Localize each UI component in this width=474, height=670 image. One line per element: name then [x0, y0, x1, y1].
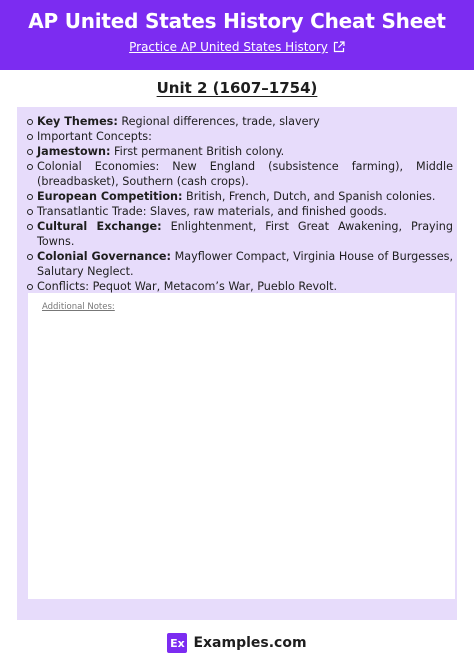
- item-text: Transatlantic Trade: Slaves, raw materials, and finished goods.: [37, 205, 387, 218]
- brand-name: Examples.com: [193, 635, 307, 651]
- content-panel: [17, 107, 457, 620]
- item-text: Regional differences, trade, slavery: [117, 115, 320, 128]
- footer: [0, 632, 474, 654]
- bullet-circle-icon: [27, 209, 33, 215]
- item-text: First permanent British colony.: [110, 145, 285, 158]
- unit-title: Unit 2 (1607–1754): [156, 79, 318, 97]
- bullet-circle-icon: [27, 284, 33, 290]
- bullet-circle-icon: [27, 164, 33, 170]
- page-title: AP United States History Cheat Sheet: [28, 9, 446, 33]
- bullet-circle-icon: [27, 254, 33, 260]
- list-item: [27, 159, 453, 189]
- item-text: Important Concepts:: [37, 130, 152, 143]
- item-label: Colonial Governance:: [37, 250, 171, 263]
- item-text: Mayflower Compact, Virginia House of Burgesses, Salutary Neglect.: [37, 250, 454, 278]
- header-banner: [0, 0, 474, 70]
- notes-area[interactable]: [28, 293, 455, 599]
- external-link-icon: [333, 41, 345, 53]
- bullet-circle-icon: [27, 194, 33, 200]
- examples-logo-icon: Ex: [167, 633, 187, 653]
- item-label: European Competition:: [37, 190, 183, 203]
- list-item: [27, 249, 453, 279]
- list-item: [27, 129, 453, 144]
- practice-link[interactable]: [0, 40, 474, 54]
- list-item: [27, 144, 453, 159]
- list-item: [27, 204, 453, 219]
- item-label: Key Themes:: [37, 115, 118, 128]
- item-text: Colonial Economies: New England (subsistence farming), Middle (breadbasket), Southern (cash crops).: [37, 160, 453, 188]
- list-item: [27, 219, 453, 249]
- list-item: [27, 279, 453, 294]
- item-label: Cultural Exchange:: [37, 220, 162, 233]
- list-item: [27, 114, 453, 129]
- bullet-circle-icon: [27, 134, 33, 140]
- item-label: Jamestown:: [37, 145, 111, 158]
- notes-label: Additional Notes:: [42, 302, 115, 312]
- bullet-circle-icon: [27, 224, 33, 230]
- item-text: Enlightenment, First Great Awakening, Praying Towns.: [37, 220, 453, 248]
- bullet-circle-icon: [27, 119, 33, 125]
- topic-list: [27, 114, 453, 294]
- bullet-circle-icon: [27, 149, 33, 155]
- practice-link-label: Practice AP United States History: [129, 40, 328, 54]
- list-item: [27, 189, 453, 204]
- item-text: British, French, Dutch, and Spanish colonies.: [182, 190, 436, 203]
- item-text: Conflicts: Pequot War, Metacom’s War, Pueblo Revolt.: [37, 280, 338, 293]
